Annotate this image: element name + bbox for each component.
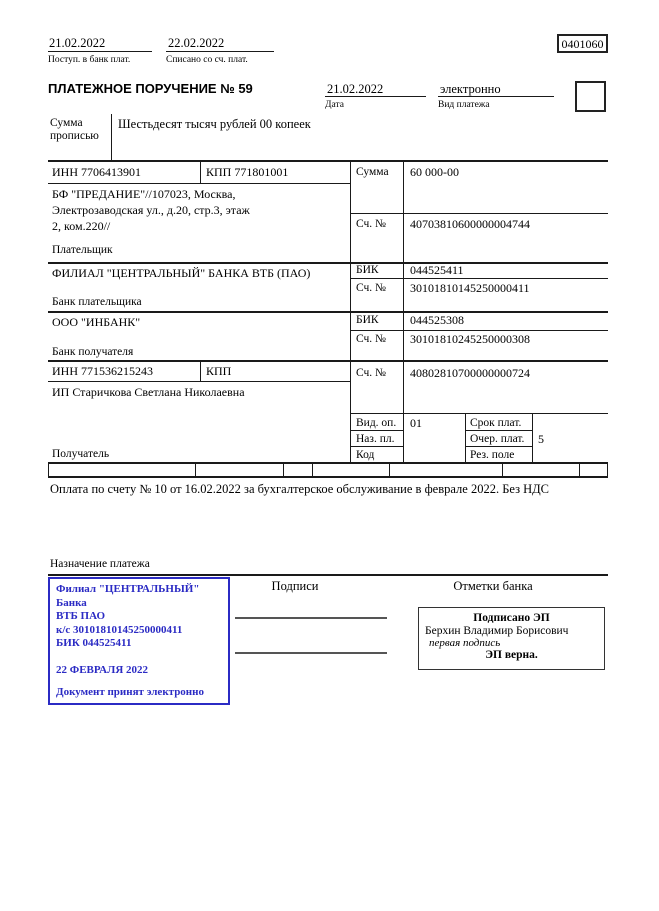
reserve-field-label: Рез. поле [470,449,515,461]
divider [111,114,112,160]
payment-purpose-text: Оплата по счету № 10 от 16.02.2022 за бухгалтерское обслуживание в феврале 2022. Без НДС [50,482,550,496]
op-kind-value: 01 [410,416,422,430]
code-label: Код [356,449,375,461]
amount-words-label-1: Сумма [50,117,83,129]
payer-account-label: Сч. № [356,218,387,230]
stamp-bik: БИК 044525411 [56,637,132,649]
document-date: 21.02.2022 [327,82,384,96]
divider [48,574,608,576]
debited-date: 22.02.2022 [168,36,225,50]
table-border [403,160,404,462]
bank-stamp [48,577,230,705]
received-in-bank-label: Поступ. в банк плат. [48,55,131,65]
payee-bank-account-value: 30101810245250000308 [410,332,530,346]
table-border [607,462,608,476]
esignature-box [418,607,605,670]
stamp-accepted-note: Документ принят электронно [56,685,204,698]
table-border [532,413,533,462]
payer-name-line: 2, ком.220// [52,219,111,233]
page-title: ПЛАТЕЖНОЕ ПОРУЧЕНИЕ № 59 [48,81,253,96]
payee-label: Получатель [52,448,110,460]
esign-signer-name: Берхин Владимир Борисович [425,625,569,637]
payer-bank-bik-value: 044525411 [410,263,464,277]
priority-value: 5 [538,432,544,446]
op-kind-label: Вид. оп. [356,417,397,429]
sum-label: Сумма [356,166,389,178]
payer-label: Плательщик [52,244,113,256]
table-border [350,330,608,331]
table-border [465,430,532,431]
payer-name-line: БФ "ПРЕДАНИЕ"//107023, Москва, [52,187,236,201]
table-border [579,462,580,476]
table-border [350,160,351,462]
table-border [48,183,350,184]
table-border [48,462,49,476]
payment-purpose-label: Назначение платежа [50,558,150,570]
due-date-label: Срок плат. [470,417,522,429]
payee-name: ИП Старичкова Светлана Николаевна [52,385,245,399]
priority-label: Очер. плат. [470,433,525,445]
payer-bank-label: Банк плательщика [52,296,142,308]
table-border [195,462,196,476]
divider [438,96,554,97]
sum-value: 60 000-00 [410,165,459,179]
divider [48,51,152,52]
stamp-corr-account: к/с 30101810145250000411 [56,623,183,636]
payer-bank-name: ФИЛИАЛ "ЦЕНТРАЛЬНЫЙ" БАНКА ВТБ (ПАО) [52,266,311,280]
esign-verified: ЭП верна. [485,649,538,661]
empty-checkbox [575,81,606,112]
payment-kind-value: электронно [440,82,501,96]
purpose-code-label: Наз. пл. [356,433,395,445]
payee-inn: ИНН 771536215243 [52,364,153,378]
payee-bank-bik-label: БИК [356,314,379,326]
debited-label: Списано со сч. плат. [166,55,248,65]
divider [325,96,426,97]
table-border [283,462,284,476]
payer-account-value: 40703810600000004744 [410,217,530,231]
received-in-bank-date: 21.02.2022 [49,36,106,50]
table-border [389,462,390,476]
payee-bank-name: ООО "ИНБАНК" [52,315,141,329]
payer-name-line: Электрозаводская ул., д.20, стр.3, этаж [52,203,250,217]
esign-note: первая подпись [429,637,501,649]
table-border [48,262,608,264]
payer-kpp: КПП 771801001 [206,165,289,179]
payee-bank-account-label: Сч. № [356,333,387,345]
table-border [200,160,201,183]
table-border [350,213,608,214]
table-border [465,413,466,462]
table-border [465,446,532,447]
payee-account-label: Сч. № [356,367,387,379]
amount-words-value: Шестьдесят тысяч рублей 00 копеек [118,117,311,131]
table-border [48,462,608,464]
payment-kind-label: Вид платежа [438,100,490,110]
payer-bank-account-label: Сч. № [356,282,387,294]
signature-line [235,617,387,619]
divider [166,51,274,52]
table-border [48,160,608,162]
table-border [312,462,313,476]
payer-bank-bik-label: БИК [356,264,379,276]
payee-bank-bik-value: 044525308 [410,313,464,327]
payee-kpp: КПП [206,364,232,378]
payer-inn: ИНН 7706413901 [52,165,141,179]
bank-marks-label: Отметки банка [453,579,533,593]
payee-account-value: 40802810700000000724 [410,366,530,380]
table-border [350,413,608,414]
table-border [350,446,403,447]
stamp-spacer [56,651,222,664]
table-border [48,381,350,382]
signature-line [235,652,387,654]
date-label: Дата [325,100,344,110]
stamp-date: 22 ФЕВРАЛЯ 2022 [56,663,149,676]
stamp-bank-name-line2: ВТБ ПАО [56,610,106,622]
payer-bank-account-value: 30101810145250000411 [410,281,530,295]
table-border [350,430,403,431]
payee-bank-label: Банк получателя [52,346,134,358]
form-code-box: 0401060 [557,34,608,53]
table-border [200,360,201,381]
amount-words-label-2: прописью [50,130,99,142]
table-border [502,462,503,476]
signatures-label: Подписи [271,579,319,593]
table-border [48,476,608,478]
table-border [48,311,608,313]
stamp-bank-name-line1: Филиал "ЦЕНТРАЛЬНЫЙ" Банка [56,583,200,609]
table-border [350,278,608,279]
esign-title: Подписано ЭП [473,612,550,624]
table-border [48,360,608,362]
